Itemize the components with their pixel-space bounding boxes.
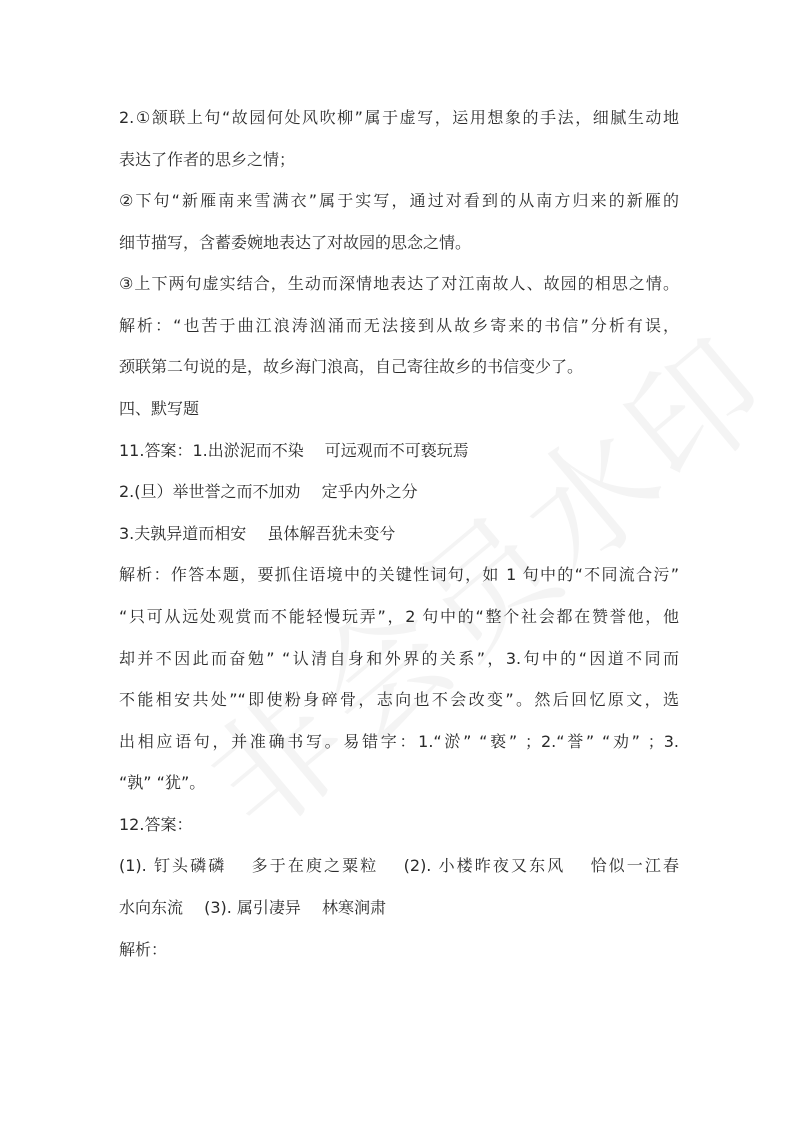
answer-2-part-2-line-2: 细节描写，含蓄委婉地表达了对故园的思念之情。 (119, 233, 472, 252)
analysis-line-2: 颈联第二句说的是，故乡海门浪高，自己寄往故乡的书信变少了。 (119, 357, 584, 376)
analysis-11-line-6: “孰” “犹”。 (119, 773, 206, 792)
answer-12-line-1: (1). 钉头磷磷 多于在庾之粟粒 (2). 小楼昨夜又东风 恰似一江春 (119, 856, 679, 875)
analysis-12-label: 解析： (119, 940, 168, 959)
section-heading: 四、默写题 (119, 399, 200, 418)
analysis-11-line-5: 出相应语句，并准确书写。易错字：1.“淤” “亵” ；2.“誉” “劝” ；3. (119, 732, 679, 751)
answer-12-heading: 12.答案： (119, 815, 193, 834)
analysis-11-line-4: 不能相安共处”“即使粉身碎骨，志向也不会改变”。然后回忆原文，选 (119, 690, 679, 709)
answer-11-line-1: 11.答案：1.出淤泥而不染 可远观而不可亵玩焉 (119, 441, 469, 460)
answer-2-part-1-line-2: 表达了作者的思乡之情； (119, 150, 296, 169)
answer-2-part-1-line-1: 2.①颔联上句“故园何处风吹柳”属于虚写，运用想象的手法，细腻生动地 (119, 108, 679, 127)
answer-2-part-3: ③上下两句虚实结合，生动而深情地表达了对江南故人、故园的相思之情。 (119, 274, 679, 293)
answer-12-line-2: 水向东流 (3). 属引凄异 林寒涧肃 (119, 898, 387, 917)
analysis-11-line-3: 却并不因此而奋勉” “认清自身和外界的关系”，3.句中的“因道不同而 (119, 649, 679, 668)
answer-2-part-2-line-1: ②下句“新雁南来雪满衣”属于实写，通过对看到的从南方归来的新雁的 (119, 191, 679, 210)
analysis-11-line-2: “只可从远处观赏而不能轻慢玩弄”，2 句中的“整个社会都在赞誉他，他 (119, 607, 679, 626)
answer-11-line-3: 3.夫孰异道而相安 虽体解吾犹未变兮 (119, 524, 396, 543)
answer-11-line-2: 2.(旦）举世誉之而不加劝 定乎内外之分 (119, 482, 418, 501)
analysis-11-line-1: 解析：作答本题，要抓住语境中的关键性词句，如 1 句中的“不同流合污” (119, 565, 679, 584)
analysis-line-1: 解析：“也苦于曲江浪涛汹涌而无法接到从故乡寄来的书信”分析有误， (119, 316, 679, 335)
